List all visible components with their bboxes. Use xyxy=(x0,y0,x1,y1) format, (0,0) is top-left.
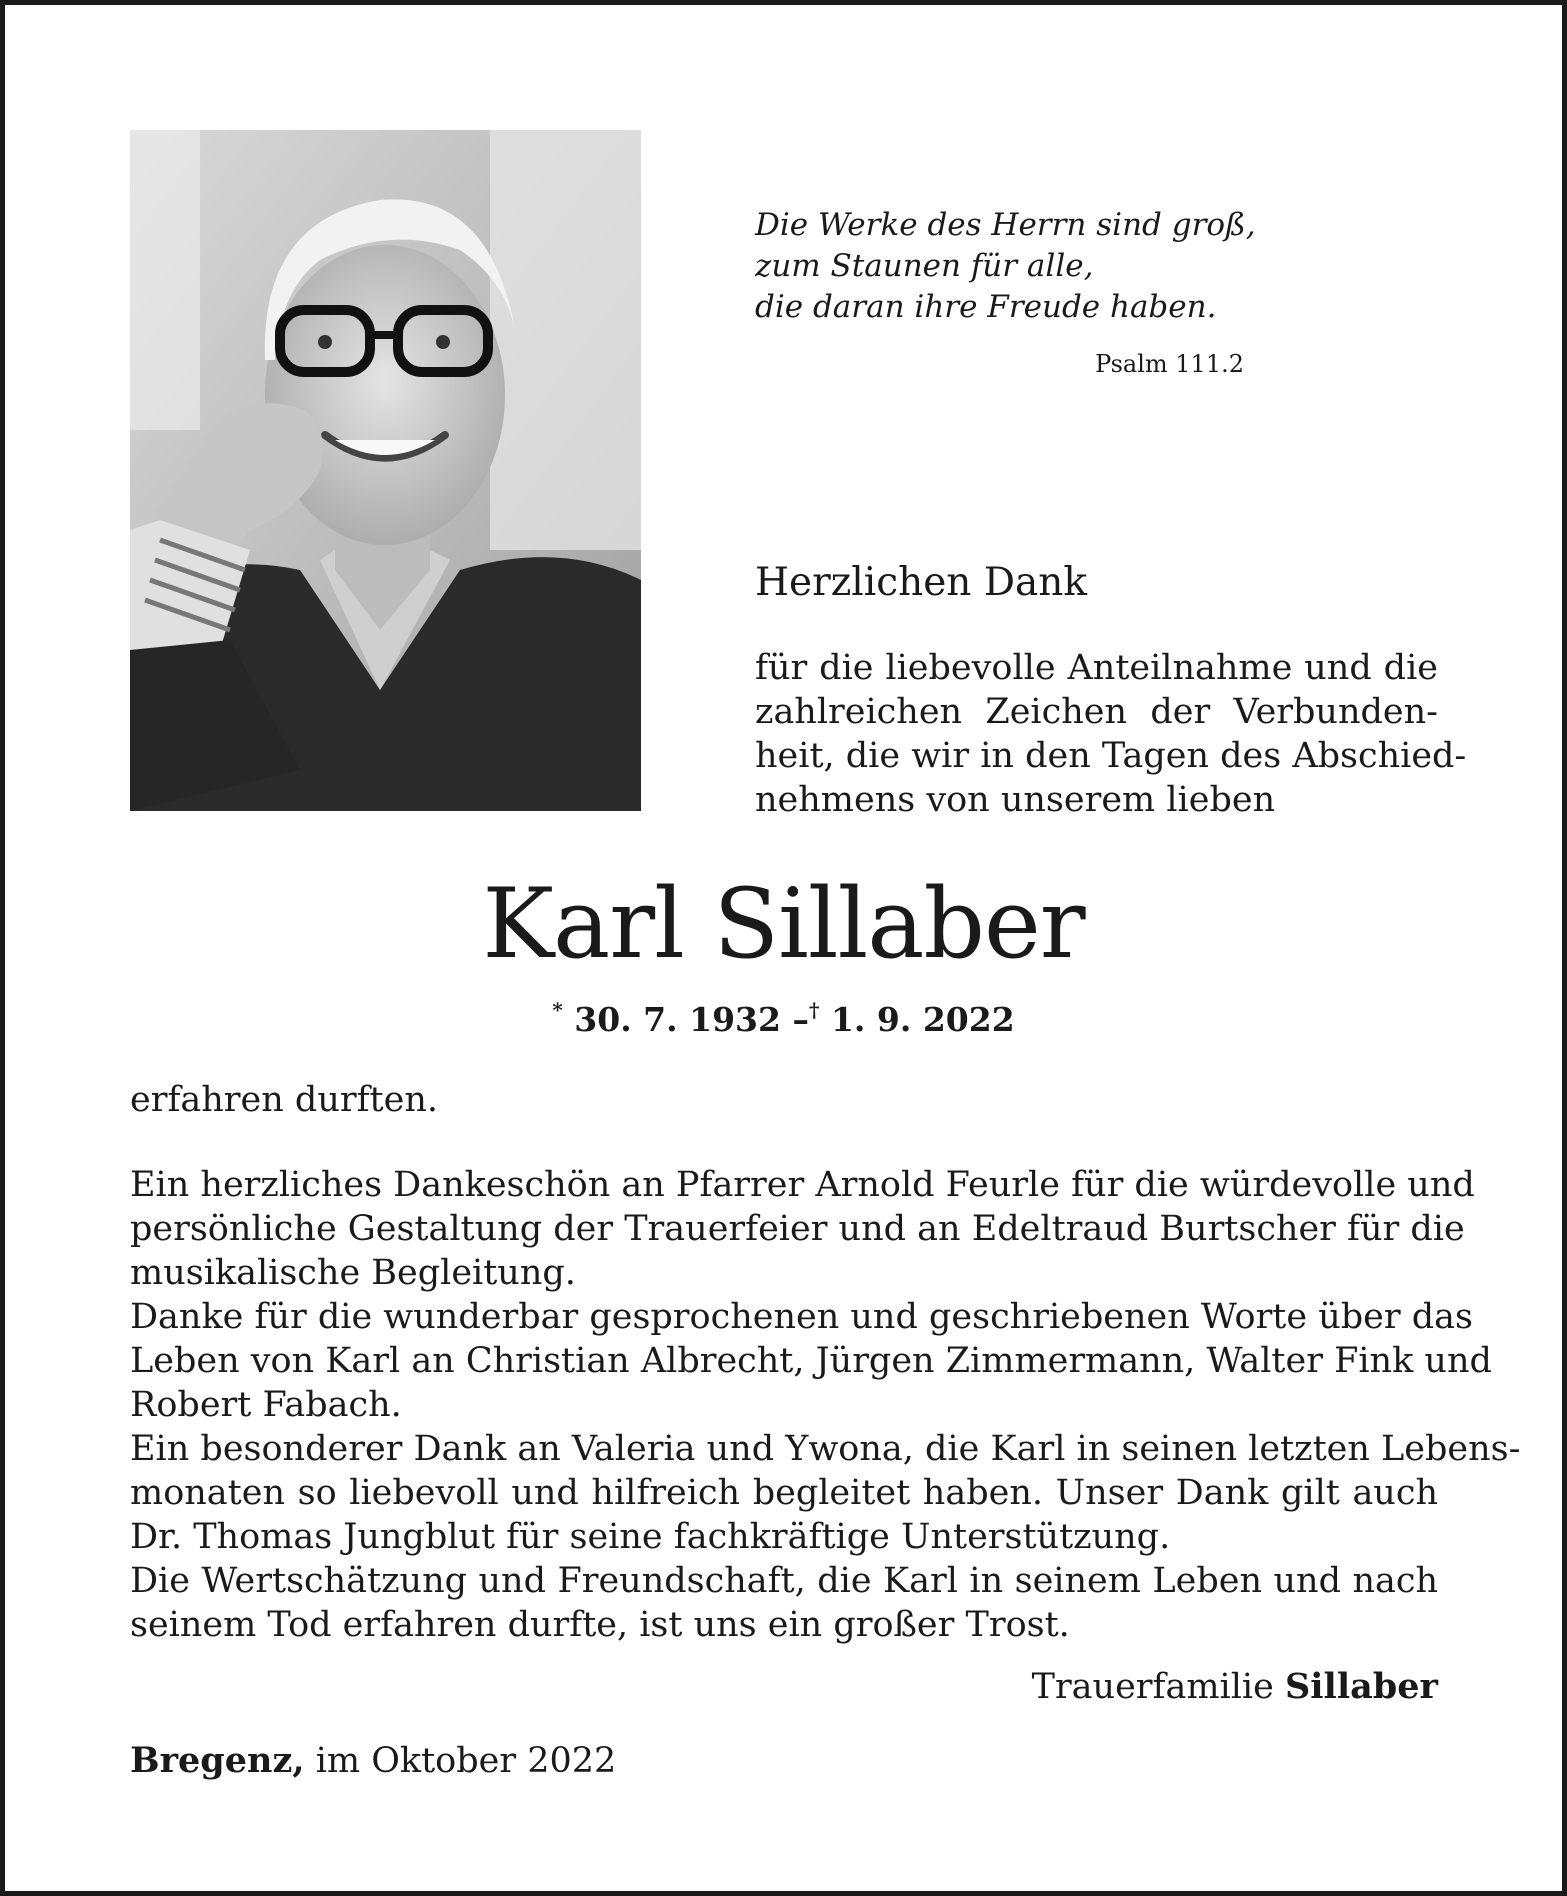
death-mark: † xyxy=(808,998,820,1022)
quote-line: die daran ihre Freude haben. xyxy=(755,289,1217,325)
quote-line: zum Staunen für alle, xyxy=(755,248,1094,284)
body-line: musikalische Begleitung. xyxy=(130,1253,576,1293)
thanks-intro xyxy=(755,646,1467,822)
birth-mark: * xyxy=(552,998,563,1022)
body-line: Ein herzliches Dankeschön an Pfarrer Arnold Feurle für die würdevolle und xyxy=(130,1165,1475,1205)
main-text xyxy=(130,1163,1521,1647)
quote-source: Psalm 111.2 xyxy=(1095,350,1244,378)
date-separator: – xyxy=(792,1000,809,1039)
death-date: 1. 9. 2022 xyxy=(830,1000,1015,1039)
body-line: Danke für die wunderbar gesprochenen und geschriebenen Worte über das xyxy=(130,1297,1473,1337)
thanks-line: zahlreichen Zeichen der Verbunden- xyxy=(755,692,1438,732)
life-dates xyxy=(0,998,1567,1039)
birth-date: 30. 7. 1932 xyxy=(574,1000,781,1039)
portrait-photo-icon xyxy=(130,130,641,811)
signoff-family: Sillaber xyxy=(1284,1666,1438,1707)
thanks-title: Herzlichen Dank xyxy=(755,560,1088,605)
body-line: Die Wertschätzung und Freundschaft, die Karl in seinem Leben und nach xyxy=(130,1561,1438,1601)
body-line: Leben von Karl an Christian Albrecht, Jürgen Zimmermann, Walter Fink und xyxy=(130,1341,1492,1381)
body-line: Ein besonderer Dank an Valeria und Ywona, die Karl in seinen letzten Lebens- xyxy=(130,1429,1521,1469)
body-line: monaten so liebevoll und hilfreich begleitet haben. Unser Dank gilt auch xyxy=(130,1473,1438,1513)
body-line: persönliche Gestaltung der Trauerfeier und an Edeltraud Burtscher für die xyxy=(130,1209,1465,1249)
signoff-prefix: Trauerfamilie xyxy=(1031,1667,1274,1707)
lead-text: erfahren durften. xyxy=(130,1080,438,1120)
psalm-quote xyxy=(755,205,1256,328)
thanks-line: nehmens von unserem lieben xyxy=(755,780,1276,820)
quote-line: Die Werke des Herrn sind groß, xyxy=(755,207,1256,243)
thanks-line: heit, die wir in den Tagen des Abschied- xyxy=(755,736,1467,776)
thanks-line: für die liebevolle Anteilnahme und die xyxy=(755,648,1438,688)
place-date xyxy=(130,1740,616,1781)
body-line: Dr. Thomas Jungblut für seine fachkräftige Unterstützung. xyxy=(130,1517,1171,1557)
place-city: Bregenz, xyxy=(130,1740,305,1781)
body-line: Robert Fabach. xyxy=(130,1385,402,1425)
family-signoff xyxy=(1032,1666,1438,1707)
place-date-text: im Oktober 2022 xyxy=(315,1741,617,1781)
portrait-photo xyxy=(130,130,641,811)
deceased-name: Karl Sillaber xyxy=(482,868,1085,980)
body-line: seinem Tod erfahren durfte, ist uns ein großer Trost. xyxy=(130,1605,1070,1645)
